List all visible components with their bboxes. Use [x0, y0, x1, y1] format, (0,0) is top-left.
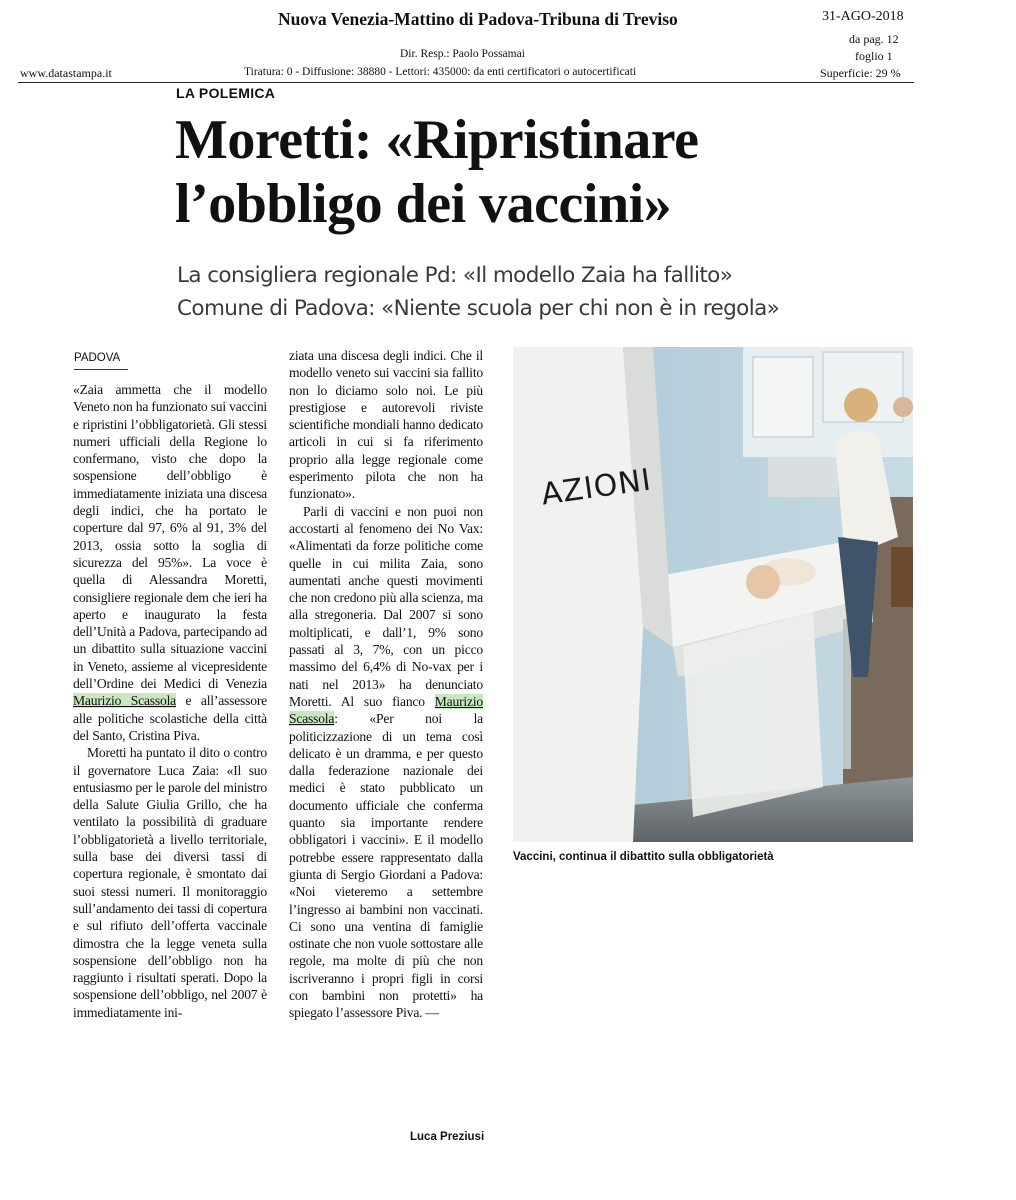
- article-headline: [175, 108, 935, 236]
- highlighted-name: Maurizio Scassola: [73, 693, 176, 709]
- publication-name: Nuova Venezia-Mattino di Padova-Tribuna di Treviso: [278, 9, 678, 29]
- article-kicker: LA POLEMICA: [176, 85, 276, 101]
- header-divider: [18, 82, 914, 83]
- paragraph: [73, 381, 267, 744]
- surface-info: Superficie: 29 %: [820, 66, 901, 80]
- text-column-1: [73, 381, 267, 1021]
- paragraph: [289, 503, 483, 1022]
- headline-line: l’obbligo dei vaccini»: [175, 173, 672, 235]
- highlighted-name: Maurizio Scassola: [289, 693, 483, 727]
- paragraph-text: : «Per noi la politicizzazione di un tema così delicato è un dramma, e per questo dalla federazione nazionale dei medici è stato pubblicato un documento ufficiale che conferma quanto sia importante rendere obbligatori i vaccini». E il modello potrebbe essere rappresentato dalla giunta di Sergio Giordani a Padova: «Noi vieteremo a settembre l’ingresso ai bambini non vaccinati. Ci sono una ventina di famiglie ostinate che non vuole sottostare alle regole, ma molte di più che non iscriveranno i propri figli in corsi con bambini non protetti» ha spiegato l’assessore Piva. —: [289, 711, 483, 1021]
- photo-sign-text: AZIONI: [539, 462, 654, 513]
- website-link[interactable]: www.datastampa.it: [20, 66, 112, 80]
- paragraph: ziata una discesa degli indici. Che il modello veneto sui vaccini sia fallito non lo diciamo solo noi. Le più prestigiose e autorevoli riviste scientifiche mondiali hanno dedicato articoli in cui si fa riferimento proprio alla legge regionale come esperimento pilota che non ha funzionato».: [289, 348, 483, 502]
- subhead-line: La consigliera regionale Pd: «Il modello Zaia ha fallito»: [177, 263, 733, 288]
- headline-line: Moretti: «Ripristinare: [175, 109, 699, 171]
- article-subhead: [177, 259, 779, 325]
- subhead-line: Comune di Padova: «Niente scuola per chi non è in regola»: [177, 296, 780, 321]
- page-number: da pag. 12: [849, 32, 899, 46]
- vaccination-room-illustration: [513, 347, 913, 842]
- article-photo: [513, 347, 913, 842]
- photo-caption: Vaccini, continua il dibattito sulla obbligatorietà: [513, 851, 774, 863]
- byline: Luca Preziusi: [410, 1131, 485, 1143]
- paragraph: Moretti ha puntato il dito o contro il governatore Luca Zaia: «Il suo entusiasmo per le parole del ministro della Salute Giulia Grillo, che ha ventilato la possibilità di graduare l’obbligatorietà a livello territoriale, sulla base dei diversi tassi di copertura regionale, è smontato dai suoi stessi numeri. Il monitoraggio sull’andamento dei tassi di copertura e sul rifiuto dell’offerta vaccinale dimostra che la legge veneta sulla sospensione dell’obbligo non ha raggiunto i risultati sperati. Dopo la sospensione dell’obbligo, nel 2007 è immediatamente ini-: [73, 745, 267, 1020]
- paragraph-text: Parli di vaccini e non puoi non accostarti al fenomeno dei No Vax: «Alimentati da forze politiche come quelle in cui milita Zaia, sono aumentati anche questi movimenti che non credono più alla scienza, ma alla stregoneria. Dal 2007 si sono moltiplicati, e dall’1, 9% sono passati al 3, 7%, con un picco massimo del 6,4% di No-vax per i nati nel 2013» ha denunciato Moretti. Al suo fianco: [289, 503, 483, 709]
- paragraph-text: «Zaia ammetta che il modello Veneto non ha funzionato sui vaccini e ripristini l’obbligatorietà. Gli stessi numeri ufficiali della Regione lo confermano, visto che dopo la sospensione dell’obbligo è immediatamente iniziata una discesa degli indici, che ha portato le coperture dal 97, 6% al 91, 3% del 2013, ossia sotto la soglia di sicurezza del 95%». La voce è quella di Alessandra Moretti, consigliere regionale dem che ieri ha aperto e inaugurato la festa dell’Unità a Padova, partecipando ad un dibattito sulla situazione vaccini in Veneto, assieme al vicepresidente dell’Ordine dei Medici di Venezia: [73, 382, 268, 692]
- sheet-number: foglio 1: [855, 49, 893, 63]
- paragraph-text: e all’assessore alle politiche scolastiche della città del Santo, Cristina Piva.: [73, 693, 267, 743]
- dateline-rule: [74, 369, 128, 370]
- director-line: Dir. Resp.: Paolo Possamai: [400, 48, 525, 60]
- dateline: PADOVA: [74, 352, 121, 364]
- clipping-date: 31-AGO-2018: [822, 9, 904, 24]
- text-column-2: [289, 347, 483, 1022]
- circulation-info: Tiratura: 0 - Diffusione: 38880 - Lettori: 435000: da enti certificatori o autocertificati: [244, 66, 637, 78]
